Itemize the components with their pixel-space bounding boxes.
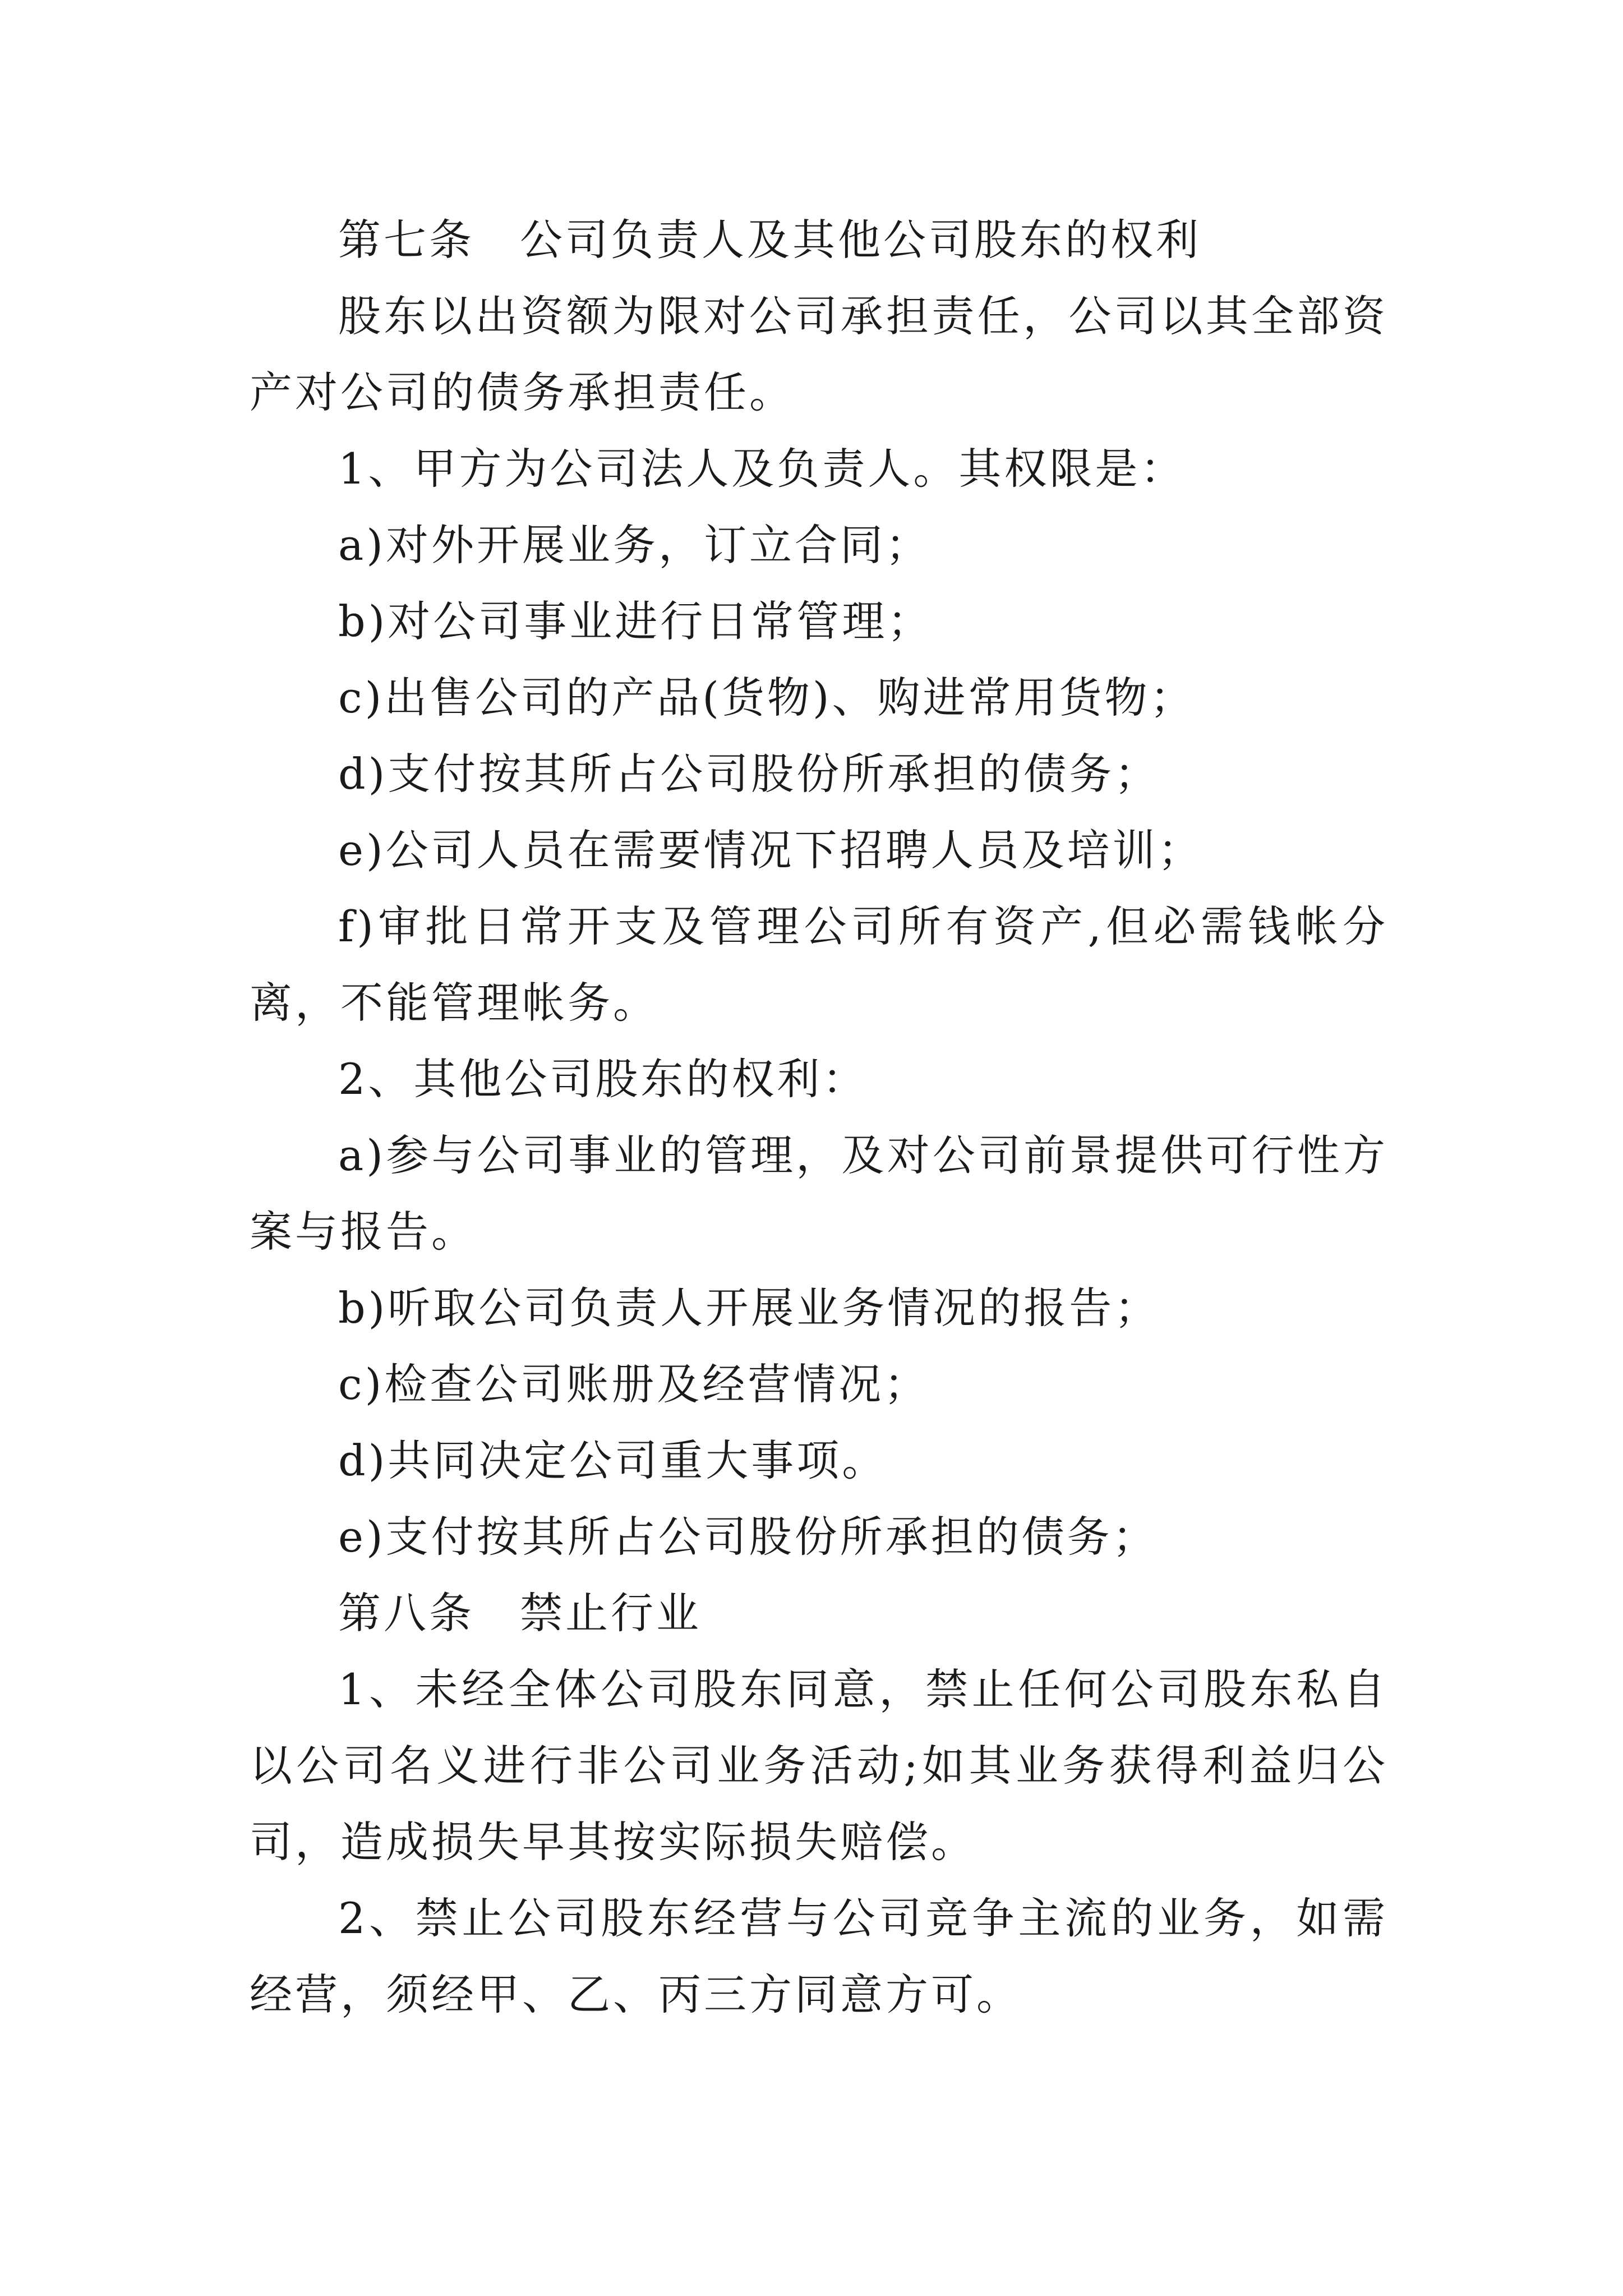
article-7-item-2: 2、其他公司股东的权利： — [338, 1054, 868, 1104]
document-body — [250, 202, 1388, 2033]
article-7-item-1-d: d)支付按其所占公司股份所承担的债务； — [338, 749, 1160, 799]
article-7-heading: 第七条 公司负责人及其他公司股东的权利 — [338, 215, 1201, 265]
article-8-item-2: 2、禁止公司股东经营与公司竞争主流的业务，如需经营，须经甲、乙、丙三方同意方可。 — [250, 1893, 1388, 2019]
article-7-item-2-d: d)共同决定公司重大事项。 — [338, 1435, 888, 1485]
article-7-item-1-a: a)对外开展业务，订立合同； — [338, 520, 931, 570]
article-7-item-2-c: c)检查公司账册及经营情况； — [338, 1359, 930, 1409]
article-8-heading: 第八条 禁止行业 — [338, 1588, 702, 1638]
article-7-liability-paragraph: 股东以出资额为限对公司承担责任，公司以其全部资产对公司的债务承担责任。 — [250, 291, 1388, 417]
article-8-item-1: 1、未经全体公司股东同意，禁止任何公司股东私自以公司名义进行非公司业务活动;如其业务获得利益归公司，造成损失早其按实际损失赔偿。 — [250, 1664, 1388, 1867]
article-7-item-1-b: b)对公司事业进行日常管理； — [338, 596, 933, 646]
article-7-item-1-f: f)审批日常开支及管理公司所有资产,但必需钱帐分离，不能管理帐务。 — [250, 901, 1388, 1028]
article-7-item-2-b: b)听取公司负责人开展业务情况的报告； — [338, 1283, 1160, 1333]
article-7-item-2-a: a)参与公司事业的管理，及对公司前景提供可行性方案与报告。 — [250, 1130, 1388, 1257]
article-7-item-2-e: e)支付按其所占公司股份所承担的债务； — [338, 1512, 1158, 1562]
article-7-item-1: 1、甲方为公司法人及负责人。其权限是： — [338, 444, 1186, 494]
article-7-item-1-e: e)公司人员在需要情况下招聘人员及培训； — [338, 825, 1204, 875]
article-7-item-1-c: c)出售公司的产品(货物)、购进常用货物； — [338, 673, 1196, 723]
